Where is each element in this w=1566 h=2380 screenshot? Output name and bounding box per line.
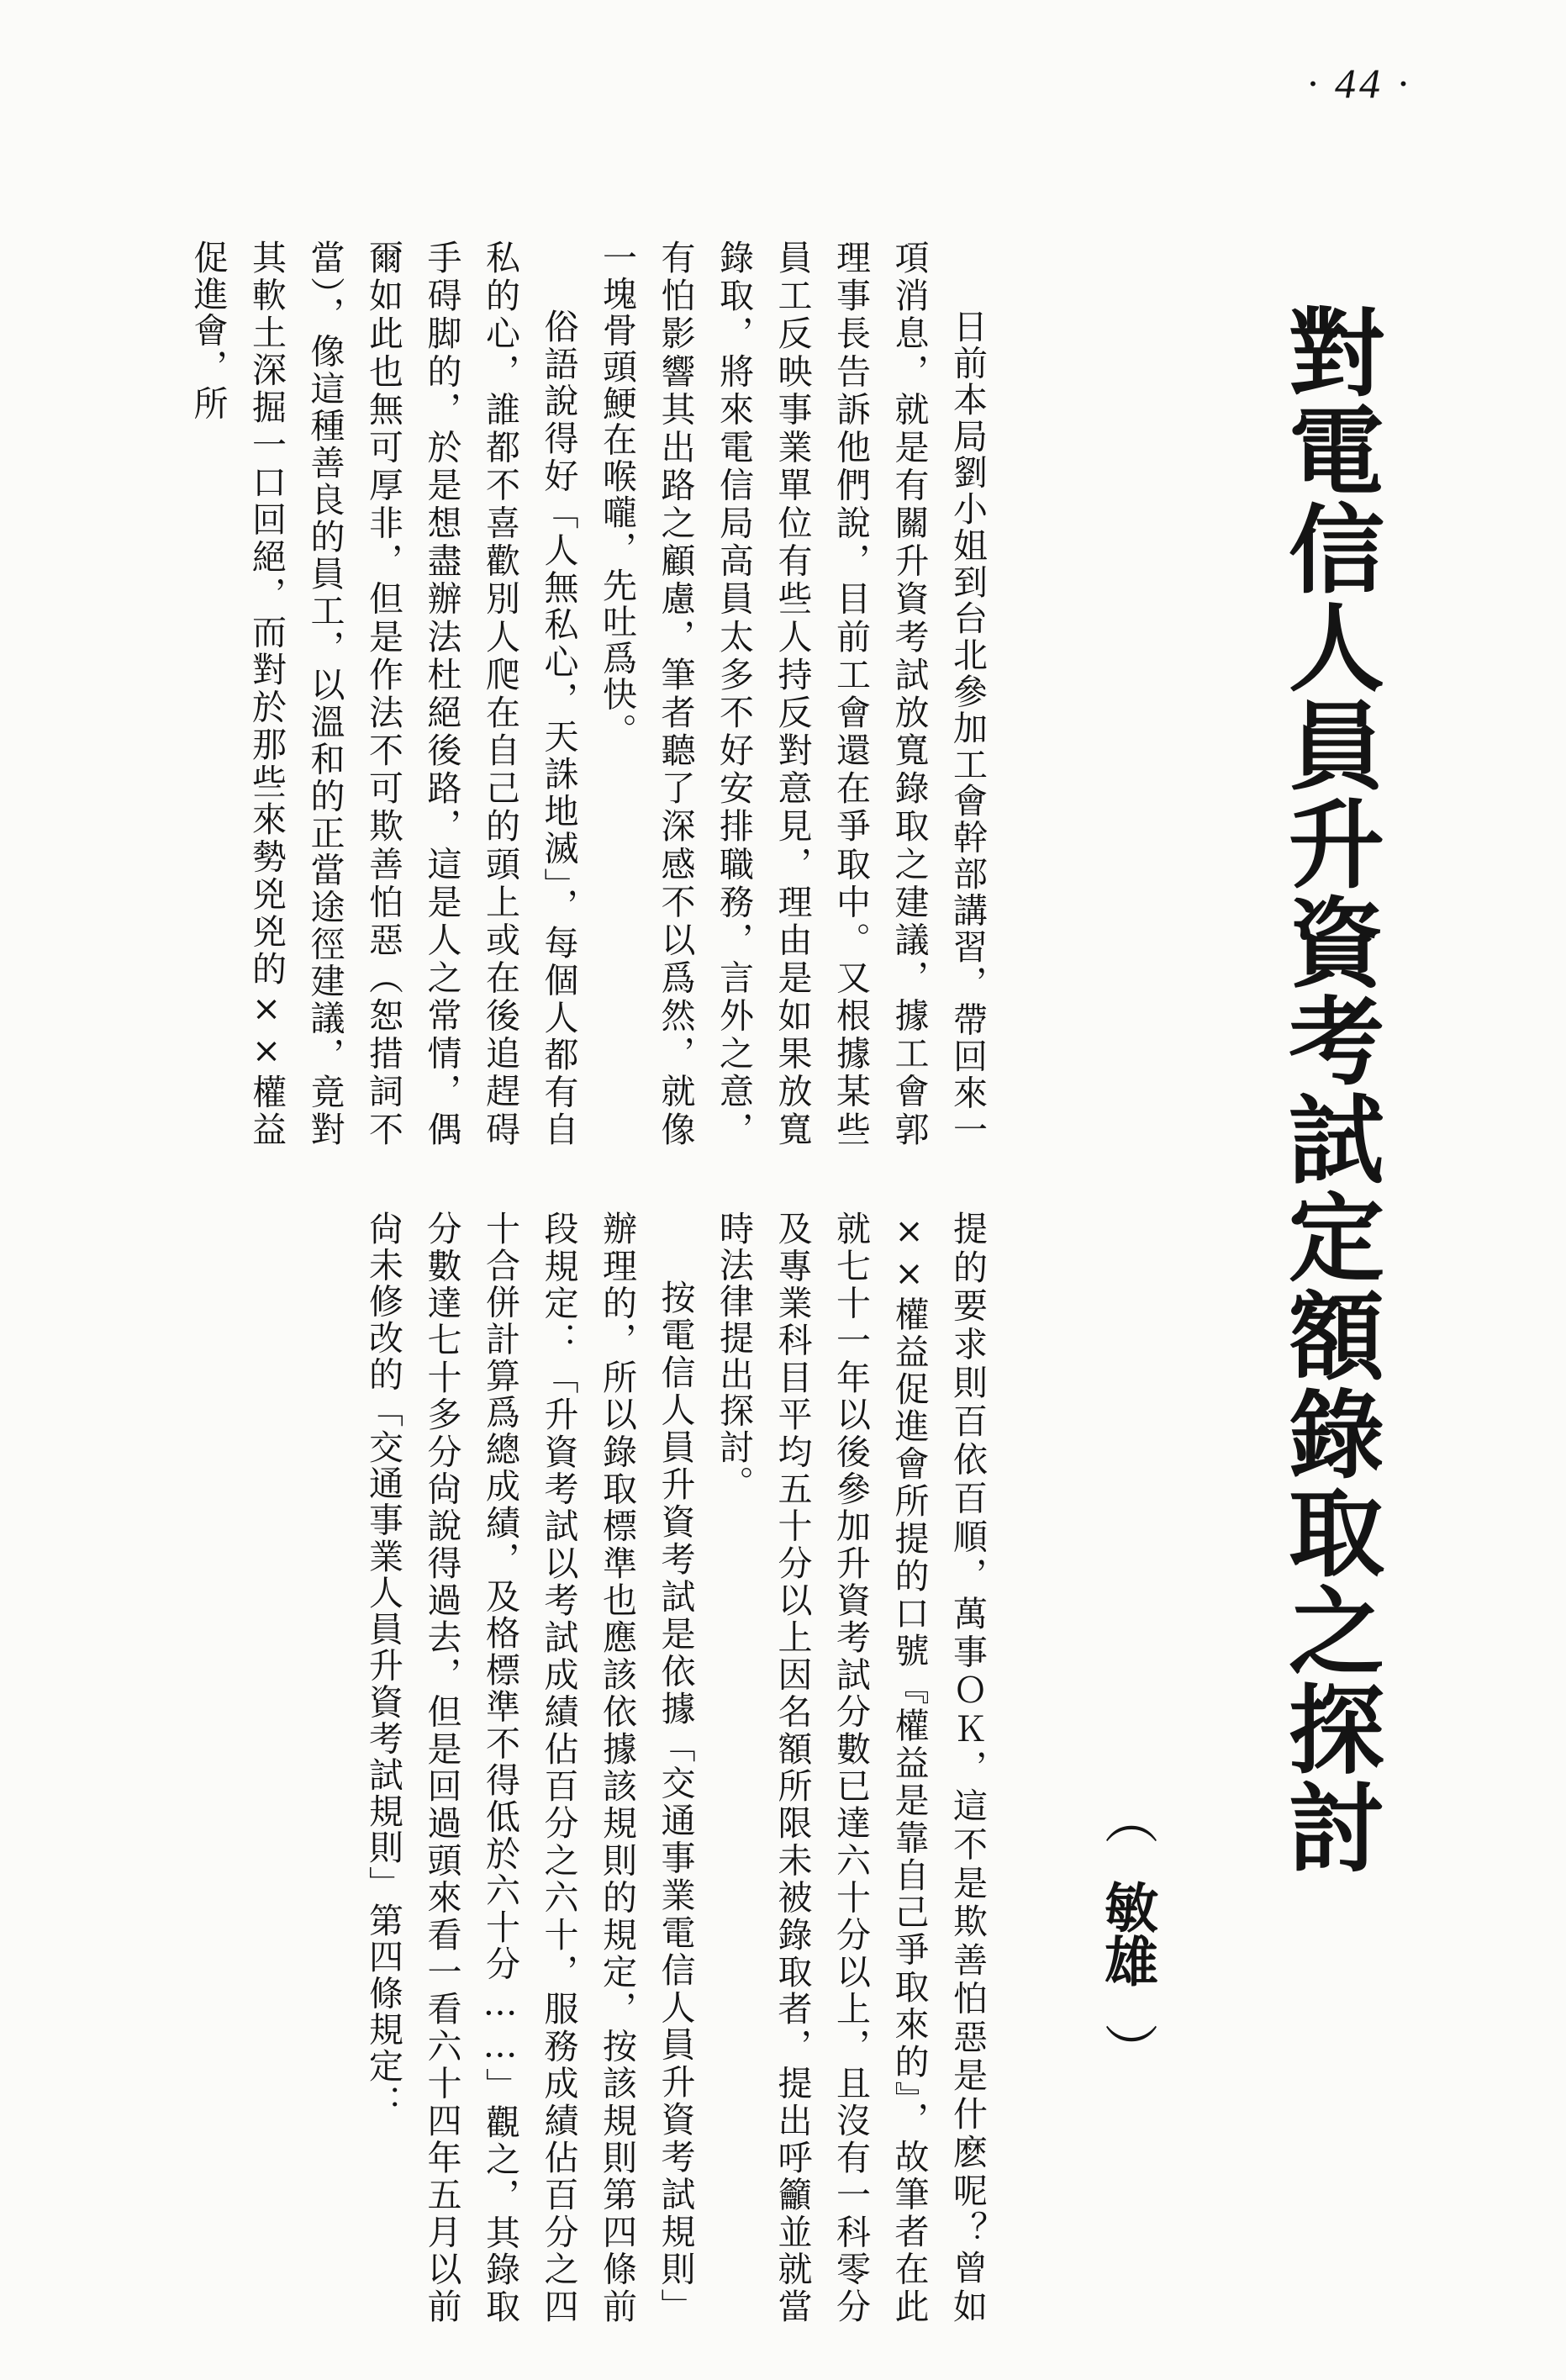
author-byline (1093, 1791, 1160, 2077)
paragraph: 日前本局劉小姐到台北參加工會幹部講習，帶回來一項消息，就是有關升資考試放寬錄取之建議，據工會郭理事長告訴他們說，目前工會還在爭取中。又根據某些員工反映事業單位有些人持反對意見，理由是如果放寬錄取，將來電信局高員太多不好安排職務，言外之意，有怕影響其出路之顧慮，筆者聽了深感不以爲然，就像一塊骨頭鯁在喉嚨，先吐爲快。 (597, 240, 988, 1148)
paragraph: 俗語說得好「人無私心，天誅地滅」，每個人都有自私的心，誰都不喜歡別人爬在自己的頭上或在後追趕碍手碍脚的，於是想盡辦法杜絕後路，這是人之常情，偶爾如此也無可厚非，但是作法不可欺善怕惡（恕措詞不當），像這種善良的員工，以溫和的正當途徑建議，竟對其軟土深掘一口回絕，而對於那些來勢兇兇的××權益促進會，所 (187, 240, 579, 1148)
body-text-lower-block (214, 1211, 996, 2325)
author-open-bracket: （ (1095, 1791, 1157, 1844)
body-text-upper-block (187, 240, 996, 1148)
page-number: · 44 · (1307, 60, 1411, 107)
author-close-bracket: ） (1095, 2023, 1157, 2077)
author-name: 敏雄 (1095, 1880, 1157, 1987)
article-title: 對電信人員升資考試定額錄取之探討 (1273, 303, 1384, 1876)
paragraph: 按電信人員升資考試是依據「交通事業電信人員升資考試規則」辦理的，所以錄取標準也應該依據該規則的規定，按該規則第四條前段規定：「升資考試以考試成績佔百分之六十，服務成績佔百分之四十合併計算爲總成績，及格標準不得低於六十分……」觀之，其錄取分數達七十多分尙說得過去，但是回過頭來看一看六十四年五月以前尙未修改的「交通事業人員升資考試規則」第四條規定： (363, 1211, 696, 2325)
paragraph: 提的要求則百依百順，萬事ＯＫ，這不是欺善怕惡是什麽呢？曾如××權益促進會所提的口號『權益是靠自己爭取來的』，故筆者在此就七十一年以後參加升資考試分數已達六十分以上，且沒有一科零分及專業科目平均五十分以上因名額所限未被錄取者，提出呼籲並就當時法律提出探討。 (714, 1211, 988, 2325)
